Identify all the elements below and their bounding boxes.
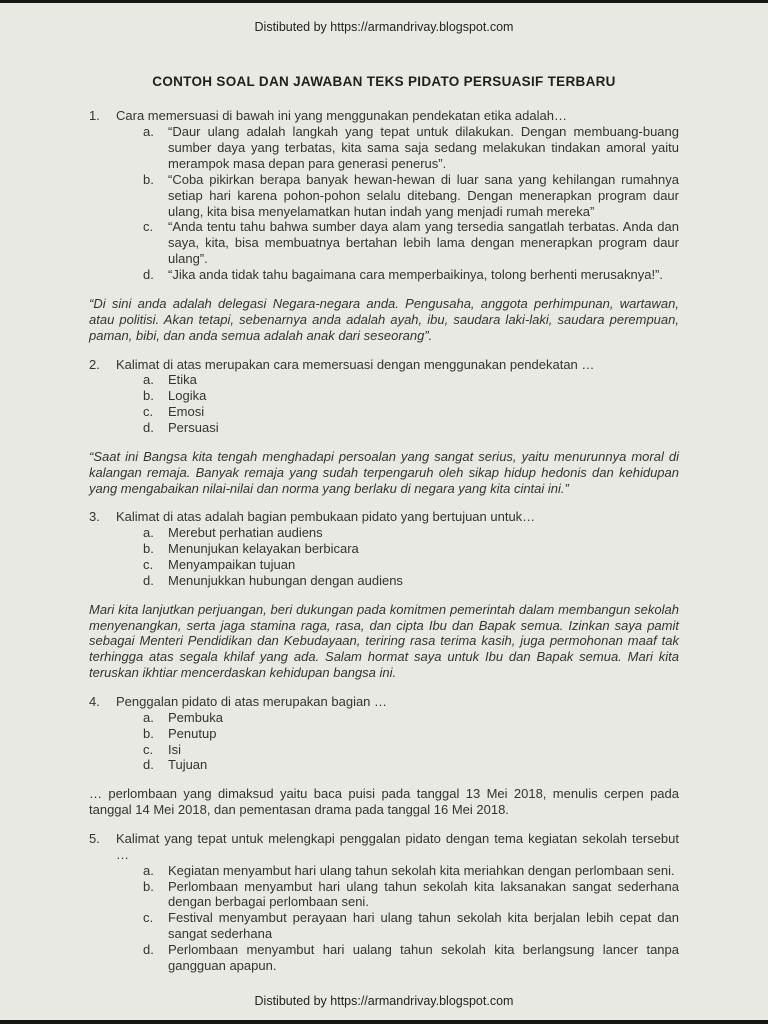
page-bottom-border: [0, 1020, 768, 1024]
quoted-passage-1: “Di sini anda adalah delegasi Negara-negara anda. Pengusaha, anggota perhimpunan, wartawan, atau politisi. Akan tetapi, sebenarnya anda adalah ayah, ibu, saudara laki-laki, saudara perempuan, paman, bibi, dan anda semua adalah anak dari seseorang”.: [89, 295, 679, 343]
question-2-option-c: [143, 404, 679, 420]
page-top-border: [0, 0, 768, 3]
question-3-body: [116, 509, 679, 588]
question-2-option-b: [143, 388, 679, 404]
option-letter: a.: [143, 709, 154, 725]
question-1-option-c: [143, 219, 679, 267]
question-1-option-a: [143, 124, 679, 172]
option-text: Festival menyambut perayaan hari ulang tahun sekolah kita berjalan lebih cepat dan sangat sederhana: [168, 910, 679, 942]
option-text: Penutup: [168, 725, 217, 741]
option-text: Tujuan: [168, 757, 208, 773]
question-4-option-d: [143, 757, 679, 773]
option-text: “Anda tentu tahu bahwa sumber daya alam yang tersedia sangatlah terbatas. Anda dan saya, kita, bisa membuatnya bertahan lebih lama dengan menerapkan program daur ulang”.: [168, 219, 679, 267]
option-text: “Jika anda tidak tahu bagaimana cara memperbaikinya, tolong berhenti merusaknya!”.: [168, 267, 663, 283]
question-5-option-b: [143, 879, 679, 911]
option-letter: b.: [143, 388, 154, 404]
question-5: [89, 831, 679, 974]
option-text: Menunjukan kelayakan berbicara: [168, 541, 359, 557]
document-content: [0, 74, 768, 974]
question-2-option-d: [143, 420, 679, 436]
option-text: Perlombaan menyambut hari ulang tahun sekolah kita laksanakan sangat sederhana dengan berbagai perlombaan seni.: [168, 878, 679, 910]
option-letter: c.: [143, 404, 154, 420]
option-text: “Daur ulang adalah langkah yang tepat untuk dilakukan. Dengan membuang-buang sumber daya yang terbatas, kita sama saja sedang melakukan tindakan amoral yaitu merampok masa depan para generasi penerus”.: [168, 124, 679, 172]
option-text: Merebut perhatian audiens: [168, 525, 323, 541]
question-3-number: 3.: [89, 509, 100, 525]
question-1-body: [116, 108, 679, 282]
question-3-option-c: [143, 557, 679, 573]
option-letter: a.: [143, 372, 154, 388]
question-5-option-d: [143, 942, 679, 974]
question-4-option-b: [143, 726, 679, 742]
option-letter: a.: [143, 124, 154, 140]
question-2-prompt: Kalimat di atas merupakan cara memersuasi dengan menggunakan pendekatan …: [116, 356, 595, 372]
option-text: Perlombaan menyambut hari ualang tahun sekolah kita berlangsung lancer tanpa gangguan apapun.: [168, 942, 679, 973]
option-letter: c.: [143, 741, 154, 757]
question-3-option-b: [143, 541, 679, 557]
question-2: [89, 357, 679, 436]
question-3-option-d: [143, 573, 679, 589]
option-letter: c.: [143, 219, 154, 235]
question-5-option-c: [143, 910, 679, 942]
question-4-option-a: [143, 710, 679, 726]
option-text: “Coba pikirkan berapa banyak hewan-hewan di luar sana yang kehilangan rumahnya setiap hari karena pohon-pohon selalu ditebang. Dengan menerapkan program daur ulang, kita bisa menyelamatkan hutan indah yang menjadi rumah mereka”: [168, 171, 679, 219]
option-text: Logika: [168, 388, 207, 404]
option-text: Emosi: [168, 404, 205, 420]
option-letter: d.: [143, 267, 154, 283]
option-text: Menyampaikan tujuan: [168, 556, 296, 572]
option-letter: c.: [143, 910, 154, 926]
question-1-prompt: Cara memersuasi di bawah ini yang menggunakan pendekatan etika adalah…: [116, 108, 567, 124]
question-4-number: 4.: [89, 693, 100, 709]
option-letter: b.: [143, 878, 154, 894]
question-5-option-a: [143, 863, 679, 879]
question-5-prompt: Kalimat yang tepat untuk melengkapi penggalan pidato dengan tema kegiatan sekolah tersebut …: [116, 830, 679, 862]
option-letter: d.: [143, 942, 154, 957]
quoted-passage-2: “Saat ini Bangsa kita tengah menghadapi persoalan yang sangat serius, yaitu menurunnya moral di kalangan remaja. Banyak remaja yang sudah terpengaruh oleh sikap hidup hedonis dan kehidupan yang mengabaikan nilai-nilai dan norma yang berlaku di negara yang kita cintai ini.”: [89, 448, 679, 496]
question-5-body: [116, 831, 679, 974]
distributor-footer: Distibuted by https://armandrivay.blogspot.com: [254, 994, 514, 1008]
page-title: CONTOH SOAL DAN JAWABAN TEKS PIDATO PERSUASIF TERBARU: [152, 74, 616, 89]
question-4-prompt: Penggalan pidato di atas merupakan bagian …: [116, 693, 388, 709]
question-3-option-a: [143, 525, 679, 541]
option-text: Persuasi: [168, 419, 219, 435]
question-4-option-c: [143, 742, 679, 758]
option-letter: a.: [143, 525, 154, 541]
quoted-passage-3: Mari kita lanjutkan perjuangan, beri dukungan pada komitmen pemerintah dalam membangun sekolah menyenangkan, serta jaga stamina raga, rasa, dan cipta Ibu dan Bapak semua. Izinkan saya pamit sebagai Menteri Pendidikan dan Kebudayaan, teriring rasa terima kasih, juga permohonan maaf tak terhingga atas segala khilaf yang ada. Salam hormat saya untuk Ibu dan Bapak semua. Mari kita teruskan ikhtiar mencerdaskan kehidupan bangsa ini.: [89, 601, 679, 681]
option-text: Kegiatan menyambut hari ulang tahun sekolah kita meriahkan dengan perlombaan seni.: [168, 862, 675, 878]
distributor-header: Distibuted by https://armandrivay.blogspot.com: [254, 20, 514, 34]
option-letter: b.: [143, 725, 154, 741]
question-1-option-d: [143, 267, 679, 283]
question-4: [89, 694, 679, 773]
option-letter: d.: [143, 757, 154, 773]
option-text: Etika: [168, 372, 197, 388]
question-4-body: [116, 694, 679, 773]
option-letter: a.: [143, 862, 154, 878]
option-text: Isi: [168, 741, 181, 757]
option-letter: d.: [143, 419, 154, 435]
question-5-number: 5.: [89, 830, 100, 846]
option-text: Menunjukkan hubungan dengan audiens: [168, 572, 403, 588]
question-2-number: 2.: [89, 356, 100, 372]
question-3-prompt: Kalimat di atas adalah bagian pembukaan pidato yang bertujuan untuk…: [116, 509, 536, 525]
passage-fragment: … perlombaan yang dimaksud yaitu baca puisi pada tanggal 13 Mei 2018, menulis cerpen pada tanggal 14 Mei 2018, dan pementasan drama pada tanggal 16 Mei 2018.: [89, 786, 679, 818]
question-2-option-a: [143, 372, 679, 388]
question-3: [89, 509, 679, 588]
question-1: [89, 108, 679, 282]
question-1-number: 1.: [89, 108, 100, 124]
option-letter: d.: [143, 572, 154, 588]
question-1-option-b: [143, 172, 679, 220]
option-letter: b.: [143, 541, 154, 557]
option-text: Pembuka: [168, 709, 223, 725]
question-2-body: [116, 357, 679, 436]
option-letter: b.: [143, 171, 154, 187]
option-letter: c.: [143, 556, 154, 572]
